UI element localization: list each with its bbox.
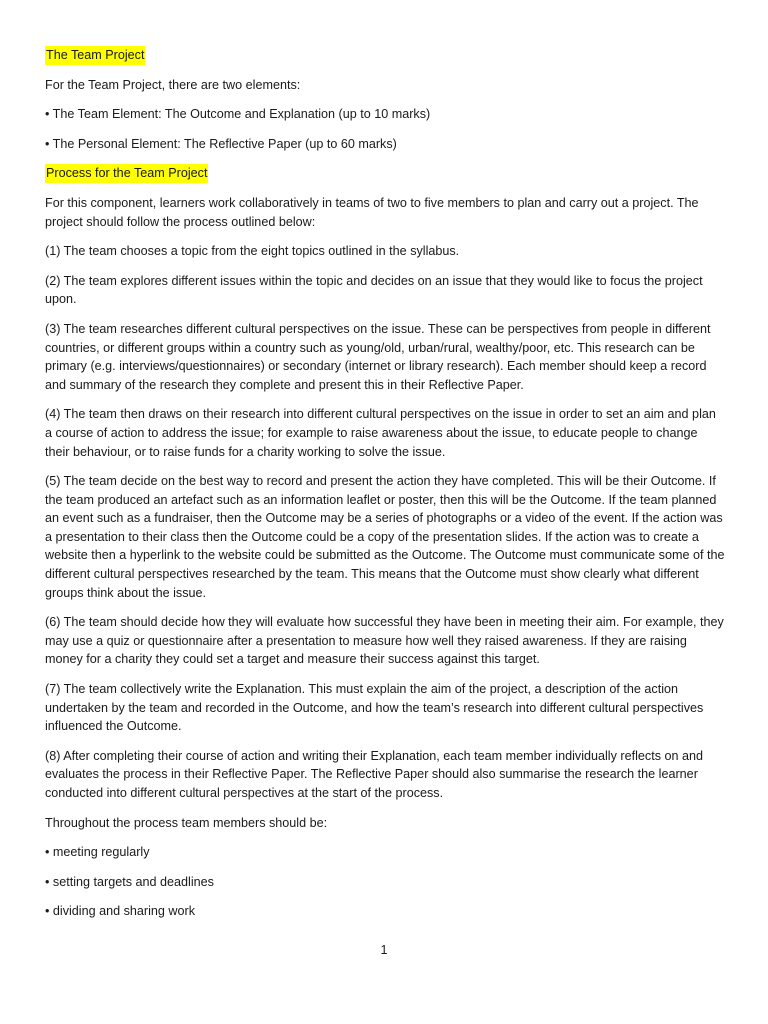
bullet-dividing: • dividing and sharing work [45,904,196,919]
heading-process-line [45,164,725,183]
step-1: (1) The team chooses a topic from the eight topics outlined in the syllabus. [45,244,460,259]
step-6: (6) The team should decide how they will evaluate how successful they have been in meeting their aim. For example, they may use a quiz or questionnaire after a presentation to measure how well they raised awareness. If they are raising money for a charity they could set a target and measure their success against this target. [45,615,724,667]
intro-paragraph: For the Team Project, there are two elements: [45,77,301,92]
bullet-targets: • setting targets and deadlines [45,874,214,889]
step-2: (2) The team explores different issues within the topic and decides on an issue that they would like to focus the project upon. [45,273,703,307]
step-5: (5) The team decide on the best way to record and present the action they have completed. This will be their Outcome. If the team produced an artefact such as an information leaflet or poster, then this will be the Outcome. If the team planned an event such as a fundraiser, then the Outcome may be a series of photographs or a video of the event. If the action was a presentation to their class then the Outcome could be a copy of the presentation slides. If the action was to create a website then a hyperlink to the website could be submitted as the Outcome. The Outcome must communicate some of the different cultural perspectives researched by the team. This means that the Outcome must show clearly what different groups think about the issue. [45,474,725,600]
document-page [45,46,725,932]
heading-team-project: The Team Project [45,46,145,65]
heading-process: Process for the Team Project [45,164,208,183]
heading-team-project-line [45,46,725,65]
process-intro-paragraph: For this component, learners work collaboratively in teams of two to five members to plan and carry out a project. The project should follow the process outlined below: [45,195,699,229]
bullet-meeting: • meeting regularly [45,845,150,860]
element-item-team: • The Team Element: The Outcome and Explanation (up to 10 marks) [45,107,431,122]
page-number: 1 [380,943,388,957]
element-item-personal: • The Personal Element: The Reflective Paper (up to 60 marks) [45,136,397,151]
step-8: (8) After completing their course of action and writing their Explanation, each team member individually reflects on and evaluates the process in their Reflective Paper. The Reflective Paper should also summarise the research the learner conducted into different cultural perspectives at the start of the process. [45,748,704,800]
step-7: (7) The team collectively write the Explanation. This must explain the aim of the project, a description of the action undertaken by the team and recorded in the Outcome, and how the team’s research into different cultural perspectives influenced the Outcome. [45,682,704,734]
step-4: (4) The team then draws on their research into different cultural perspectives on the issue in order to set an aim and plan a course of action to address the issue; for example to raise awareness about the issue, to educate people to change their behaviour, or to raise funds for a charity working to solve the issue. [45,407,716,459]
throughout-paragraph: Throughout the process team members should be: [45,815,328,830]
step-3: (3) The team researches different cultural perspectives on the issue. These can be perspectives from people in different countries, or different groups within a country such as young/old, urban/rural, wealthy/poor, etc. This research can be primary (e.g. interviews/questionnaires) or secondary (internet or library research). Each member should keep a record and summary of the research they complete and present this in their Reflective Paper. [45,321,711,392]
